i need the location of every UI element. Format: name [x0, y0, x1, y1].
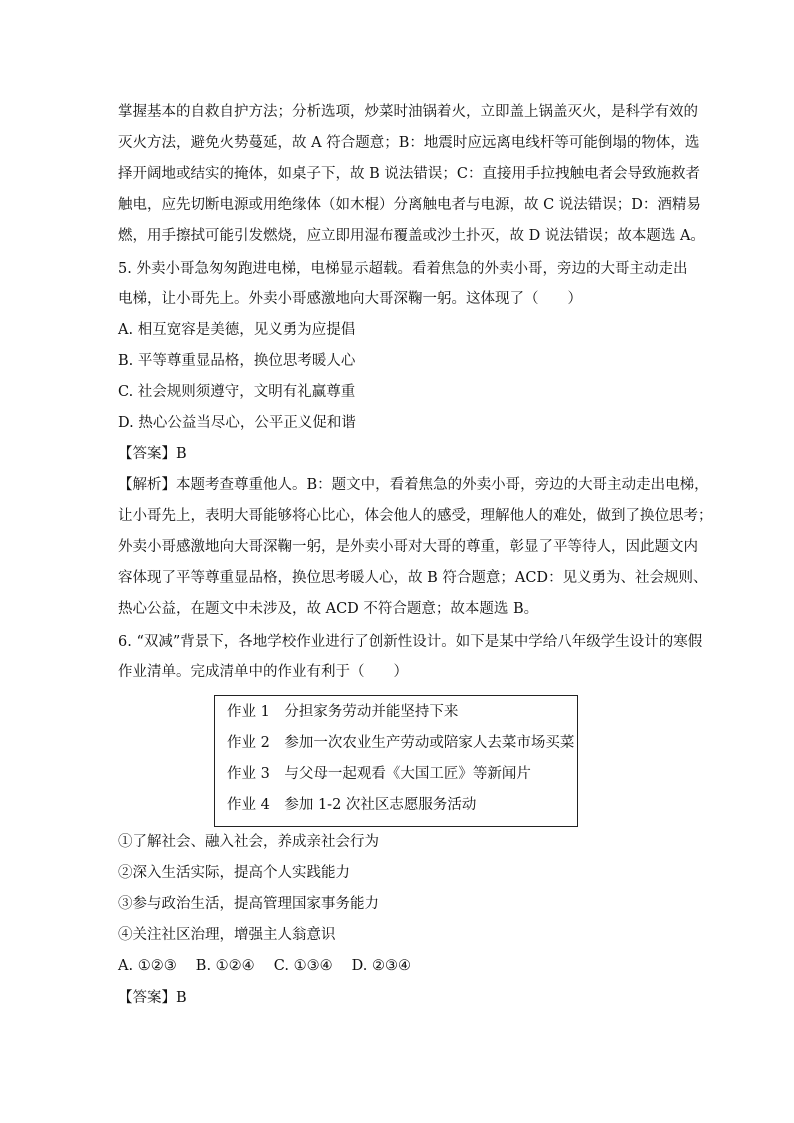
analysis-line: 燃，用手擦拭可能引发燃烧，应立即用湿布覆盖或沙土扑灭，故 D 说法错误；故本题选 A。 — [118, 228, 705, 244]
question-6-options: A. ①②③ B. ①②④ C. ①③④ D. ②③④ — [118, 958, 412, 974]
question-5-stem: 5. 外卖小哥急匆匆跑进电梯，电梯显示超载。看着焦急的外卖小哥，旁边的大哥主动走出 — [118, 261, 688, 277]
question-6-stem: 作业清单。完成清单中的作业有利于（ ） — [118, 664, 408, 680]
question-5-analysis: 外卖小哥感激地向大哥深鞠一躬，是外卖小哥对大哥的尊重，彰显了平等待人，因此题文内 — [118, 539, 698, 555]
question-5-option-a: A. 相互宽容是美德，见义勇为应提倡 — [118, 322, 356, 338]
question-6-statement: ②深入生活实际，提高个人实践能力 — [118, 865, 350, 881]
analysis-line: 触电，应先切断电源或用绝缘体（如木棍）分离触电者与电源，故 C 说法错误；D：酒精易 — [118, 197, 701, 213]
homework-item: 作业 1 分担家务劳动并能坚持下来 — [227, 704, 459, 720]
homework-item: 作业 4 参加 1-2 次社区志愿服务活动 — [227, 797, 477, 813]
analysis-line: 灭火方法，避免火势蔓延，故 A 符合题意；B：地震时应远离电线杆等可能倒塌的物体，选 — [118, 135, 700, 151]
question-6-statement: ①了解社会、融入社会，养成亲社会行为 — [118, 834, 379, 850]
question-5-analysis: 热心公益，在题文中未涉及，故 ACD 不符合题意；故本题选 B。 — [118, 601, 539, 617]
homework-list-box — [214, 695, 578, 827]
question-5-analysis: 让小哥先上，表明大哥能够将心比心，体会他人的感受，理解他人的难处，做到了换位思考； — [118, 508, 713, 524]
question-5-stem: 电梯，让小哥先上。外卖小哥感激地向大哥深鞠一躬。这体现了（ ） — [118, 291, 582, 307]
homework-item: 作业 3 与父母一起观看《大国工匠》等新闻片 — [227, 766, 531, 782]
question-6-answer: 【答案】B — [118, 990, 187, 1006]
homework-item: 作业 2 参加一次农业生产劳动或陪家人去菜市场买菜 — [227, 735, 575, 751]
question-5-option-c: C. 社会规则须遵守，文明有礼赢尊重 — [118, 384, 356, 400]
question-5-option-d: D. 热心公益当尽心，公平正义促和谐 — [118, 415, 356, 431]
question-5-answer: 【答案】B — [118, 446, 187, 462]
question-5-analysis: 【解析】本题考查尊重他人。B：题文中，看着焦急的外卖小哥，旁边的大哥主动走出电梯， — [118, 477, 709, 493]
question-6-stem: 6. “双减”背景下，各地学校作业进行了创新性设计。如下是某中学给八年级学生设计的寒假 — [118, 634, 703, 650]
analysis-line: 掌握基本的自救自护方法；分析选项，炒菜时油锅着火，立即盖上锅盖灭火，是科学有效的 — [118, 104, 698, 120]
analysis-line: 择开阔地或结实的掩体，如桌子下，故 B 说法错误；C：直接用手拉拽触电者会导致施救者 — [118, 166, 700, 182]
question-5-analysis: 容体现了平等尊重显品格，换位思考暖人心，故 B 符合题意；ACD：见义勇为、社会规则、 — [118, 570, 708, 586]
question-6-statement: ③参与政治生活，提高管理国家事务能力 — [118, 896, 379, 912]
question-6-statement: ④关注社区治理，增强主人翁意识 — [118, 927, 336, 943]
question-5-option-b: B. 平等尊重显品格，换位思考暖人心 — [118, 353, 356, 369]
